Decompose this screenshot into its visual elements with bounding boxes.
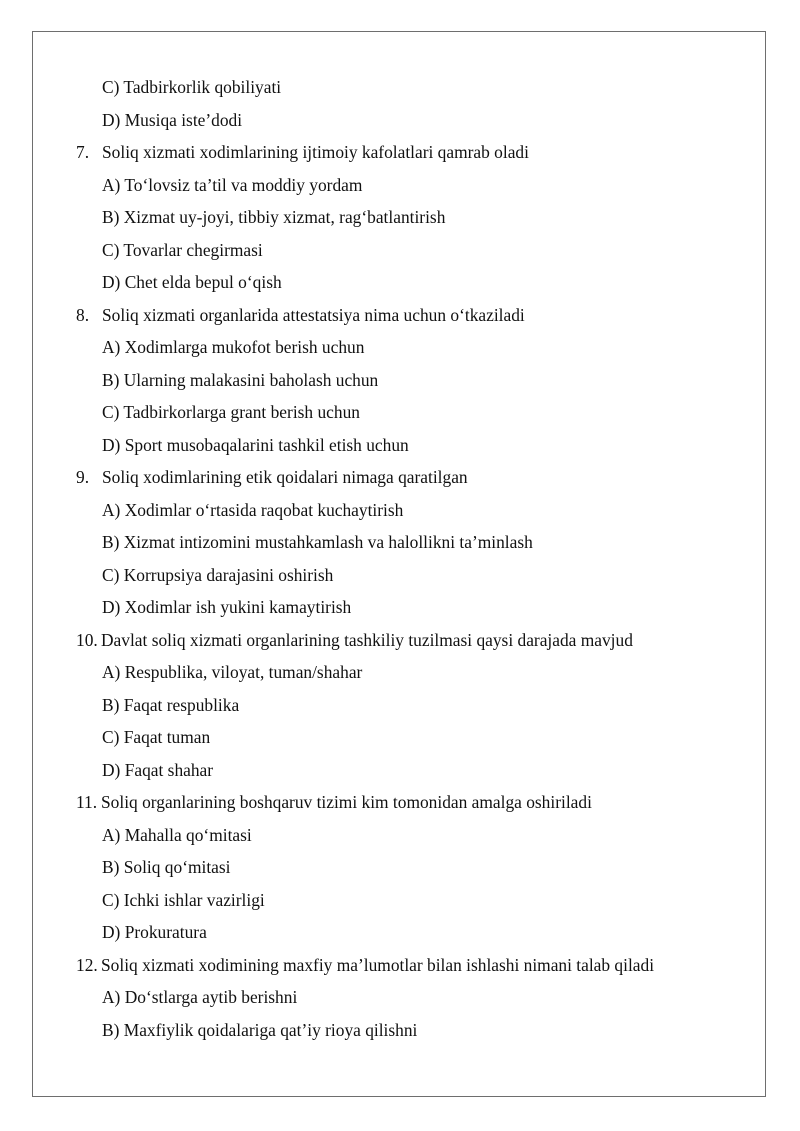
option-line: C) Ichki ishlar vazirligi [102,889,265,910]
question-number: 12. [76,954,98,975]
option-line: D) Prokuratura [102,922,207,942]
option-line: C) Tadbirkorlarga grant berish uchun [102,402,360,422]
question-number: 7. [76,142,90,162]
option-line: B) Soliq qo‘mitasi [102,857,231,877]
option-line: B) Ularning malakasini baholash uchun [102,369,379,390]
option-line: B) Maxfiylik qoidalariga qat’iy rioya qilishni [102,1019,418,1040]
option-line: B) Xizmat intizomini mustahkamlash va halollikni ta’minlash [102,532,533,552]
question-number: 11. [76,792,98,812]
option-line: A) Xodimlarga mukofot berish uchun [102,337,365,357]
question-line [0,624,800,657]
option-line: A) Respublika, viloyat, tuman/shahar [102,662,363,682]
option-line: C) Tadbirkorlik qobiliyati [102,77,282,97]
option-line: B) Faqat respublika [102,694,240,715]
question-line [0,299,800,332]
option-line: D) Faqat shahar [102,759,214,780]
question-line [0,136,800,169]
question-text: Soliq xizmati xodimining maxfiy ma’lumotlar bilan ishlashi nimani talab qiladi [101,954,655,975]
option-line: A) Xodimlar o‘rtasida raqobat kuchaytirish [102,499,404,520]
question-line [0,949,800,982]
question-line [0,461,800,494]
option-line: A) To‘lovsiz ta’til va moddiy yordam [102,174,363,195]
question-text: Davlat soliq xizmati organlarining tashkiliy tuzilmasi qaysi darajada mavjud [101,629,633,650]
question-number: 9. [76,467,90,487]
option-line: D) Xodimlar ish yukini kamaytirish [102,597,352,617]
question-text: Soliq xodimlarining etik qoidalari nimaga qaratilgan [102,467,468,487]
document-body [0,71,800,1046]
option-line: C) Faqat tuman [102,727,211,747]
option-line: A) Mahalla qo‘mitasi [102,824,252,845]
question-text: Soliq xizmati organlarida attestatsiya nima uchun o‘tkaziladi [102,304,525,325]
option-line: A) Do‘stlarga aytib berishni [102,987,298,1007]
option-line: D) Musiqa iste’dodi [102,109,243,130]
question-line [0,786,800,819]
question-number: 10. [76,629,98,650]
question-text: Soliq xizmati xodimlarining ijtimoiy kafolatlari qamrab oladi [102,142,529,162]
option-line: D) Sport musobaqalarini tashkil etish uchun [102,434,409,455]
option-line: D) Chet elda bepul o‘qish [102,272,282,292]
option-line: B) Xizmat uy-joyi, tibbiy xizmat, rag‘batlantirish [102,207,446,227]
question-text: Soliq organlarining boshqaruv tizimi kim tomonidan amalga oshiriladi [101,792,592,812]
option-line: C) Tovarlar chegirmasi [102,239,263,260]
question-number: 8. [76,304,90,325]
option-line: C) Korrupsiya darajasini oshirish [102,564,334,585]
